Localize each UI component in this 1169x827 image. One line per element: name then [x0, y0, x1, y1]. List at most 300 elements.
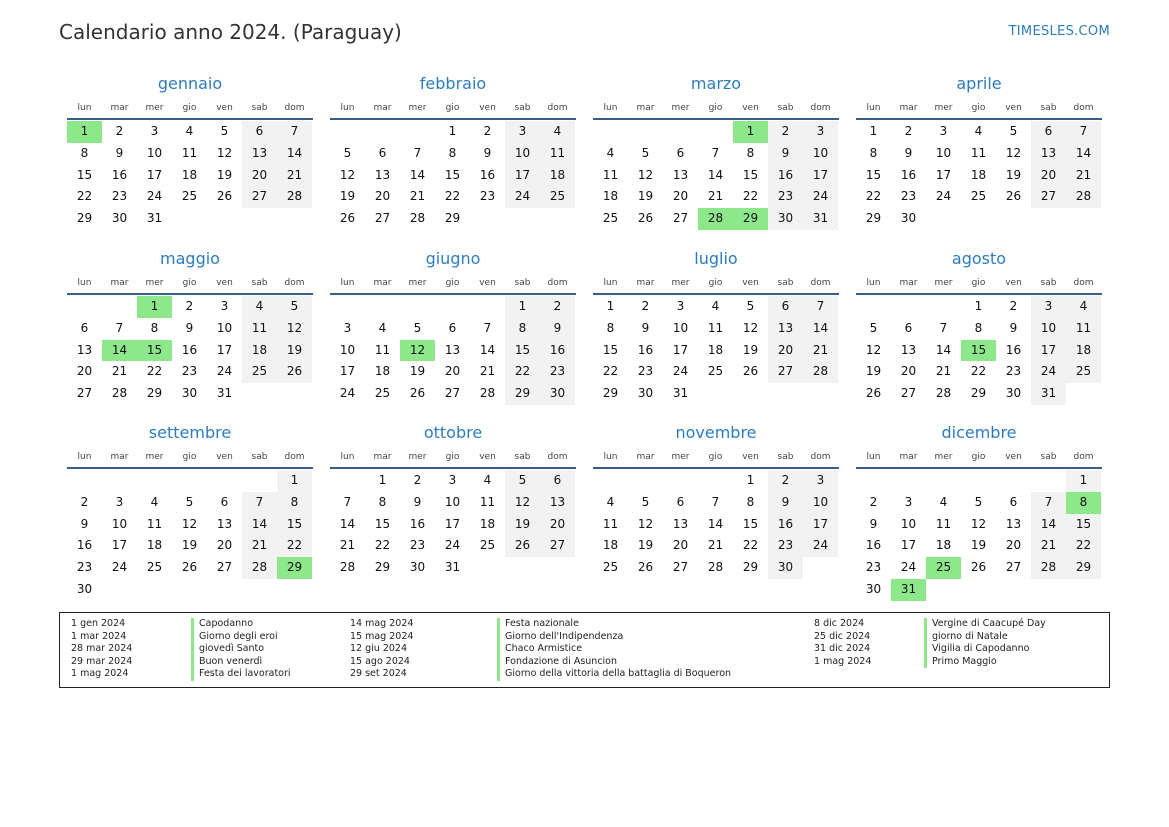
day-cell[interactable]: 16: [181, 342, 198, 357]
day-cell[interactable]: 26: [865, 386, 882, 401]
day-cell[interactable]: 6: [1031, 121, 1066, 143]
day-cell[interactable]: 27: [540, 535, 575, 557]
day-cell[interactable]: 23: [540, 361, 575, 383]
day-cell[interactable]: 22: [742, 189, 759, 204]
day-cell[interactable]: 7: [413, 145, 422, 160]
day-cell[interactable]: 21: [707, 189, 724, 204]
day-cell[interactable]: 4: [378, 320, 387, 335]
day-cell[interactable]: 31: [444, 560, 461, 575]
day-cell[interactable]: 5: [746, 299, 755, 313]
day-cell[interactable]: 8: [974, 320, 983, 335]
day-cell[interactable]: 5: [185, 494, 194, 509]
day-cell[interactable]: 29: [602, 386, 619, 401]
day-cell[interactable]: 18: [1066, 340, 1101, 362]
day-cell[interactable]: 12: [1005, 145, 1022, 160]
day-cell[interactable]: 23: [768, 186, 803, 208]
day-cell[interactable]: 22: [505, 361, 540, 383]
day-cell[interactable]: 25: [540, 186, 575, 208]
day-cell[interactable]: 22: [374, 538, 391, 553]
day-cell[interactable]: 5: [974, 494, 983, 509]
day-cell[interactable]: 1: [606, 299, 615, 313]
day-cell[interactable]: 16: [768, 165, 803, 187]
day-cell[interactable]: 31: [216, 386, 233, 401]
day-cell[interactable]: 16: [479, 167, 496, 182]
day-cell[interactable]: 5: [413, 320, 422, 335]
day-cell[interactable]: 26: [637, 560, 654, 575]
day-cell[interactable]: 14: [1031, 514, 1066, 536]
day-cell[interactable]: 9: [768, 143, 803, 165]
day-cell[interactable]: 6: [676, 494, 685, 509]
day-cell[interactable]: 15: [742, 516, 759, 531]
day-cell[interactable]: 21: [242, 535, 277, 557]
day-cell[interactable]: 12: [505, 492, 540, 514]
day-cell[interactable]: 21: [409, 189, 426, 204]
day-cell[interactable]: 3: [676, 299, 685, 313]
day-cell[interactable]: 13: [444, 342, 461, 357]
holiday-day-cell[interactable]: 14: [102, 340, 137, 362]
day-cell[interactable]: 3: [904, 494, 913, 509]
day-cell[interactable]: 3: [343, 320, 352, 335]
day-cell[interactable]: 2: [641, 299, 650, 313]
day-cell[interactable]: 5: [641, 145, 650, 160]
day-cell[interactable]: 31: [672, 386, 689, 401]
day-cell[interactable]: 10: [900, 516, 917, 531]
day-cell[interactable]: 21: [935, 364, 952, 379]
day-cell[interactable]: 25: [242, 361, 277, 383]
day-cell[interactable]: 22: [742, 538, 759, 553]
day-cell[interactable]: 19: [970, 538, 987, 553]
day-cell[interactable]: 10: [111, 516, 128, 531]
day-cell[interactable]: 19: [505, 514, 540, 536]
day-cell[interactable]: 1: [746, 473, 755, 487]
day-cell[interactable]: 17: [444, 516, 461, 531]
day-cell[interactable]: 28: [1031, 557, 1066, 579]
holiday-day-cell[interactable]: 15: [137, 340, 172, 362]
day-cell[interactable]: 7: [939, 320, 948, 335]
day-cell[interactable]: 8: [869, 145, 878, 160]
day-cell[interactable]: 4: [540, 121, 575, 143]
day-cell[interactable]: 6: [378, 145, 387, 160]
holiday-day-cell[interactable]: 12: [400, 340, 435, 362]
day-cell[interactable]: 10: [1031, 318, 1066, 340]
day-cell[interactable]: 7: [115, 320, 124, 335]
day-cell[interactable]: 22: [1066, 535, 1101, 557]
holiday-day-cell[interactable]: 1: [137, 296, 172, 318]
day-cell[interactable]: 28: [935, 386, 952, 401]
day-cell[interactable]: 22: [76, 189, 93, 204]
day-cell[interactable]: 27: [1031, 186, 1066, 208]
day-cell[interactable]: 30: [1005, 386, 1022, 401]
day-cell[interactable]: 30: [768, 557, 803, 579]
day-cell[interactable]: 17: [339, 364, 356, 379]
day-cell[interactable]: 17: [1031, 340, 1066, 362]
day-cell[interactable]: 29: [970, 386, 987, 401]
day-cell[interactable]: 22: [277, 535, 312, 557]
day-cell[interactable]: 11: [1066, 318, 1101, 340]
day-cell[interactable]: 5: [277, 296, 312, 318]
day-cell[interactable]: 9: [869, 516, 878, 531]
day-cell[interactable]: 1: [378, 473, 387, 487]
day-cell[interactable]: 6: [80, 320, 89, 335]
day-cell[interactable]: 16: [111, 167, 128, 182]
day-cell[interactable]: 23: [111, 189, 128, 204]
day-cell[interactable]: 3: [505, 121, 540, 143]
day-cell[interactable]: 28: [479, 386, 496, 401]
day-cell[interactable]: 25: [181, 189, 198, 204]
day-cell[interactable]: 23: [479, 189, 496, 204]
holiday-day-cell[interactable]: 28: [698, 208, 733, 230]
day-cell[interactable]: 28: [111, 386, 128, 401]
day-cell[interactable]: 24: [935, 189, 952, 204]
day-cell[interactable]: 24: [505, 186, 540, 208]
day-cell[interactable]: 17: [146, 167, 163, 182]
day-cell[interactable]: 7: [1066, 121, 1101, 143]
day-cell[interactable]: 18: [540, 165, 575, 187]
day-cell[interactable]: 30: [865, 581, 882, 596]
day-cell[interactable]: 25: [602, 211, 619, 226]
day-cell[interactable]: 30: [409, 560, 426, 575]
day-cell[interactable]: 8: [80, 145, 89, 160]
day-cell[interactable]: 9: [483, 145, 492, 160]
day-cell[interactable]: 29: [76, 211, 93, 226]
day-cell[interactable]: 23: [409, 538, 426, 553]
day-cell[interactable]: 26: [409, 386, 426, 401]
day-cell[interactable]: 8: [277, 492, 312, 514]
day-cell[interactable]: 9: [904, 145, 913, 160]
day-cell[interactable]: 6: [676, 145, 685, 160]
day-cell[interactable]: 28: [409, 211, 426, 226]
day-cell[interactable]: 12: [277, 318, 312, 340]
day-cell[interactable]: 26: [277, 361, 312, 383]
day-cell[interactable]: 31: [803, 208, 838, 230]
day-cell[interactable]: 27: [374, 211, 391, 226]
day-cell[interactable]: 9: [768, 492, 803, 514]
day-cell[interactable]: 11: [242, 318, 277, 340]
day-cell[interactable]: 23: [865, 560, 882, 575]
day-cell[interactable]: 29: [505, 383, 540, 405]
day-cell[interactable]: 13: [672, 516, 689, 531]
day-cell[interactable]: 20: [672, 189, 689, 204]
day-cell[interactable]: 24: [146, 189, 163, 204]
day-cell[interactable]: 29: [374, 560, 391, 575]
day-cell[interactable]: 13: [540, 492, 575, 514]
day-cell[interactable]: 14: [707, 516, 724, 531]
day-cell[interactable]: 7: [483, 320, 492, 335]
day-cell[interactable]: 11: [970, 145, 987, 160]
day-cell[interactable]: 9: [1009, 320, 1018, 335]
day-cell[interactable]: 23: [76, 560, 93, 575]
day-cell[interactable]: 2: [768, 470, 803, 492]
day-cell[interactable]: 6: [242, 121, 277, 143]
day-cell[interactable]: 12: [339, 167, 356, 182]
day-cell[interactable]: 30: [900, 211, 917, 226]
day-cell[interactable]: 10: [505, 143, 540, 165]
day-cell[interactable]: 24: [803, 186, 838, 208]
day-cell[interactable]: 27: [1005, 560, 1022, 575]
day-cell[interactable]: 12: [970, 516, 987, 531]
day-cell[interactable]: 28: [1066, 186, 1101, 208]
day-cell[interactable]: 6: [448, 320, 457, 335]
day-cell[interactable]: 15: [444, 167, 461, 182]
day-cell[interactable]: 11: [602, 167, 619, 182]
day-cell[interactable]: 8: [150, 320, 159, 335]
day-cell[interactable]: 4: [606, 494, 615, 509]
day-cell[interactable]: 5: [505, 470, 540, 492]
holiday-day-cell[interactable]: 29: [277, 557, 312, 579]
day-cell[interactable]: 12: [742, 320, 759, 335]
day-cell[interactable]: 9: [413, 494, 422, 509]
day-cell[interactable]: 2: [869, 494, 878, 509]
day-cell[interactable]: 18: [970, 167, 987, 182]
day-cell[interactable]: 15: [374, 516, 391, 531]
day-cell[interactable]: 21: [277, 165, 312, 187]
day-cell[interactable]: 28: [339, 560, 356, 575]
day-cell[interactable]: 27: [216, 560, 233, 575]
day-cell[interactable]: 5: [343, 145, 352, 160]
day-cell[interactable]: 13: [242, 143, 277, 165]
day-cell[interactable]: 31: [146, 211, 163, 226]
day-cell[interactable]: 30: [540, 383, 575, 405]
day-cell[interactable]: 13: [374, 167, 391, 182]
day-cell[interactable]: 24: [216, 364, 233, 379]
day-cell[interactable]: 20: [1031, 165, 1066, 187]
day-cell[interactable]: 11: [479, 494, 496, 509]
day-cell[interactable]: 7: [1031, 492, 1066, 514]
day-cell[interactable]: 4: [606, 145, 615, 160]
day-cell[interactable]: 4: [185, 124, 194, 138]
day-cell[interactable]: 10: [444, 494, 461, 509]
holiday-day-cell[interactable]: 1: [733, 121, 768, 143]
day-cell[interactable]: 10: [339, 342, 356, 357]
day-cell[interactable]: 20: [540, 514, 575, 536]
day-cell[interactable]: 21: [479, 364, 496, 379]
day-cell[interactable]: 21: [1066, 165, 1101, 187]
day-cell[interactable]: 11: [540, 143, 575, 165]
day-cell[interactable]: 2: [540, 296, 575, 318]
day-cell[interactable]: 8: [378, 494, 387, 509]
day-cell[interactable]: 26: [970, 560, 987, 575]
day-cell[interactable]: 17: [803, 165, 838, 187]
day-cell[interactable]: 23: [637, 364, 654, 379]
day-cell[interactable]: 21: [707, 538, 724, 553]
day-cell[interactable]: 20: [76, 364, 93, 379]
day-cell[interactable]: 27: [672, 560, 689, 575]
day-cell[interactable]: 1: [1066, 470, 1101, 492]
day-cell[interactable]: 4: [711, 299, 720, 313]
day-cell[interactable]: 20: [672, 538, 689, 553]
day-cell[interactable]: 3: [939, 124, 948, 138]
day-cell[interactable]: 20: [242, 165, 277, 187]
day-cell[interactable]: 7: [803, 296, 838, 318]
day-cell[interactable]: 2: [483, 124, 492, 138]
day-cell[interactable]: 26: [637, 211, 654, 226]
day-cell[interactable]: 3: [115, 494, 124, 509]
day-cell[interactable]: 25: [602, 560, 619, 575]
day-cell[interactable]: 24: [900, 560, 917, 575]
day-cell[interactable]: 27: [900, 386, 917, 401]
site-logo[interactable]: TIMESLES.COM: [1008, 24, 1110, 39]
day-cell[interactable]: 22: [865, 189, 882, 204]
day-cell[interactable]: 18: [707, 342, 724, 357]
day-cell[interactable]: 27: [768, 361, 803, 383]
day-cell[interactable]: 19: [339, 189, 356, 204]
holiday-day-cell[interactable]: 15: [961, 340, 996, 362]
day-cell[interactable]: 17: [672, 342, 689, 357]
day-cell[interactable]: 2: [80, 494, 89, 509]
day-cell[interactable]: 11: [707, 320, 724, 335]
day-cell[interactable]: 17: [111, 538, 128, 553]
day-cell[interactable]: 25: [146, 560, 163, 575]
day-cell[interactable]: 2: [904, 124, 913, 138]
day-cell[interactable]: 2: [768, 121, 803, 143]
day-cell[interactable]: 7: [711, 494, 720, 509]
day-cell[interactable]: 30: [637, 386, 654, 401]
day-cell[interactable]: 23: [900, 189, 917, 204]
day-cell[interactable]: 12: [865, 342, 882, 357]
day-cell[interactable]: 3: [150, 124, 159, 138]
day-cell[interactable]: 20: [900, 364, 917, 379]
day-cell[interactable]: 24: [672, 364, 689, 379]
day-cell[interactable]: 15: [602, 342, 619, 357]
day-cell[interactable]: 19: [865, 364, 882, 379]
day-cell[interactable]: 3: [803, 121, 838, 143]
day-cell[interactable]: 14: [277, 143, 312, 165]
day-cell[interactable]: 10: [216, 320, 233, 335]
day-cell[interactable]: 21: [111, 364, 128, 379]
day-cell[interactable]: 14: [409, 167, 426, 182]
holiday-day-cell[interactable]: 1: [67, 121, 102, 143]
day-cell[interactable]: 1: [277, 470, 312, 492]
day-cell[interactable]: 9: [80, 516, 89, 531]
day-cell[interactable]: 7: [343, 494, 352, 509]
day-cell[interactable]: 7: [242, 492, 277, 514]
day-cell[interactable]: 1: [505, 296, 540, 318]
day-cell[interactable]: 20: [216, 538, 233, 553]
day-cell[interactable]: 17: [216, 342, 233, 357]
day-cell[interactable]: 28: [707, 560, 724, 575]
day-cell[interactable]: 14: [242, 514, 277, 536]
day-cell[interactable]: 1: [974, 299, 983, 313]
day-cell[interactable]: 27: [444, 386, 461, 401]
day-cell[interactable]: 23: [768, 535, 803, 557]
day-cell[interactable]: 12: [181, 516, 198, 531]
day-cell[interactable]: 28: [242, 557, 277, 579]
day-cell[interactable]: 3: [1031, 296, 1066, 318]
day-cell[interactable]: 9: [115, 145, 124, 160]
day-cell[interactable]: 8: [606, 320, 615, 335]
day-cell[interactable]: 19: [216, 167, 233, 182]
day-cell[interactable]: 25: [374, 386, 391, 401]
day-cell[interactable]: 8: [505, 318, 540, 340]
day-cell[interactable]: 17: [900, 538, 917, 553]
day-cell[interactable]: 27: [76, 386, 93, 401]
day-cell[interactable]: 15: [742, 167, 759, 182]
day-cell[interactable]: 25: [1066, 361, 1101, 383]
holiday-day-cell[interactable]: 29: [733, 208, 768, 230]
day-cell[interactable]: 29: [444, 211, 461, 226]
day-cell[interactable]: 16: [409, 516, 426, 531]
day-cell[interactable]: 19: [1005, 167, 1022, 182]
day-cell[interactable]: 13: [1031, 143, 1066, 165]
day-cell[interactable]: 18: [146, 538, 163, 553]
day-cell[interactable]: 23: [1005, 364, 1022, 379]
day-cell[interactable]: 3: [803, 470, 838, 492]
day-cell[interactable]: 11: [181, 145, 198, 160]
day-cell[interactable]: 13: [76, 342, 93, 357]
day-cell[interactable]: 30: [768, 208, 803, 230]
day-cell[interactable]: 15: [505, 340, 540, 362]
day-cell[interactable]: 19: [637, 538, 654, 553]
day-cell[interactable]: 16: [540, 340, 575, 362]
day-cell[interactable]: 15: [865, 167, 882, 182]
holiday-day-cell[interactable]: 8: [1066, 492, 1101, 514]
day-cell[interactable]: 29: [1066, 557, 1101, 579]
day-cell[interactable]: 4: [939, 494, 948, 509]
day-cell[interactable]: 16: [865, 538, 882, 553]
day-cell[interactable]: 29: [865, 211, 882, 226]
day-cell[interactable]: 1: [869, 124, 878, 138]
day-cell[interactable]: 4: [242, 296, 277, 318]
day-cell[interactable]: 16: [1005, 342, 1022, 357]
day-cell[interactable]: 22: [602, 364, 619, 379]
day-cell[interactable]: 18: [479, 516, 496, 531]
day-cell[interactable]: 10: [146, 145, 163, 160]
day-cell[interactable]: 20: [768, 340, 803, 362]
day-cell[interactable]: 4: [974, 124, 983, 138]
holiday-day-cell[interactable]: 25: [926, 557, 961, 579]
day-cell[interactable]: 26: [742, 364, 759, 379]
day-cell[interactable]: 14: [803, 318, 838, 340]
day-cell[interactable]: 10: [803, 143, 838, 165]
day-cell[interactable]: 27: [672, 211, 689, 226]
day-cell[interactable]: 8: [746, 145, 755, 160]
day-cell[interactable]: 21: [1031, 535, 1066, 557]
day-cell[interactable]: 19: [637, 189, 654, 204]
day-cell[interactable]: 24: [339, 386, 356, 401]
day-cell[interactable]: 24: [444, 538, 461, 553]
day-cell[interactable]: 4: [150, 494, 159, 509]
day-cell[interactable]: 20: [444, 364, 461, 379]
day-cell[interactable]: 24: [1031, 361, 1066, 383]
day-cell[interactable]: 18: [242, 340, 277, 362]
day-cell[interactable]: 29: [146, 386, 163, 401]
day-cell[interactable]: 5: [869, 320, 878, 335]
day-cell[interactable]: 19: [409, 364, 426, 379]
day-cell[interactable]: 26: [181, 560, 198, 575]
day-cell[interactable]: 22: [970, 364, 987, 379]
day-cell[interactable]: 3: [448, 473, 457, 487]
day-cell[interactable]: 25: [479, 538, 496, 553]
day-cell[interactable]: 14: [707, 167, 724, 182]
day-cell[interactable]: 11: [146, 516, 163, 531]
day-cell[interactable]: 2: [413, 473, 422, 487]
day-cell[interactable]: 1: [448, 124, 457, 138]
day-cell[interactable]: 6: [540, 470, 575, 492]
day-cell[interactable]: 9: [641, 320, 650, 335]
day-cell[interactable]: 7: [277, 121, 312, 143]
day-cell[interactable]: 4: [483, 473, 492, 487]
day-cell[interactable]: 12: [637, 516, 654, 531]
day-cell[interactable]: 21: [339, 538, 356, 553]
day-cell[interactable]: 16: [768, 514, 803, 536]
day-cell[interactable]: 5: [220, 124, 229, 138]
day-cell[interactable]: 12: [637, 167, 654, 182]
day-cell[interactable]: 8: [746, 494, 755, 509]
day-cell[interactable]: 30: [181, 386, 198, 401]
day-cell[interactable]: 18: [935, 538, 952, 553]
day-cell[interactable]: 23: [181, 364, 198, 379]
day-cell[interactable]: 14: [339, 516, 356, 531]
